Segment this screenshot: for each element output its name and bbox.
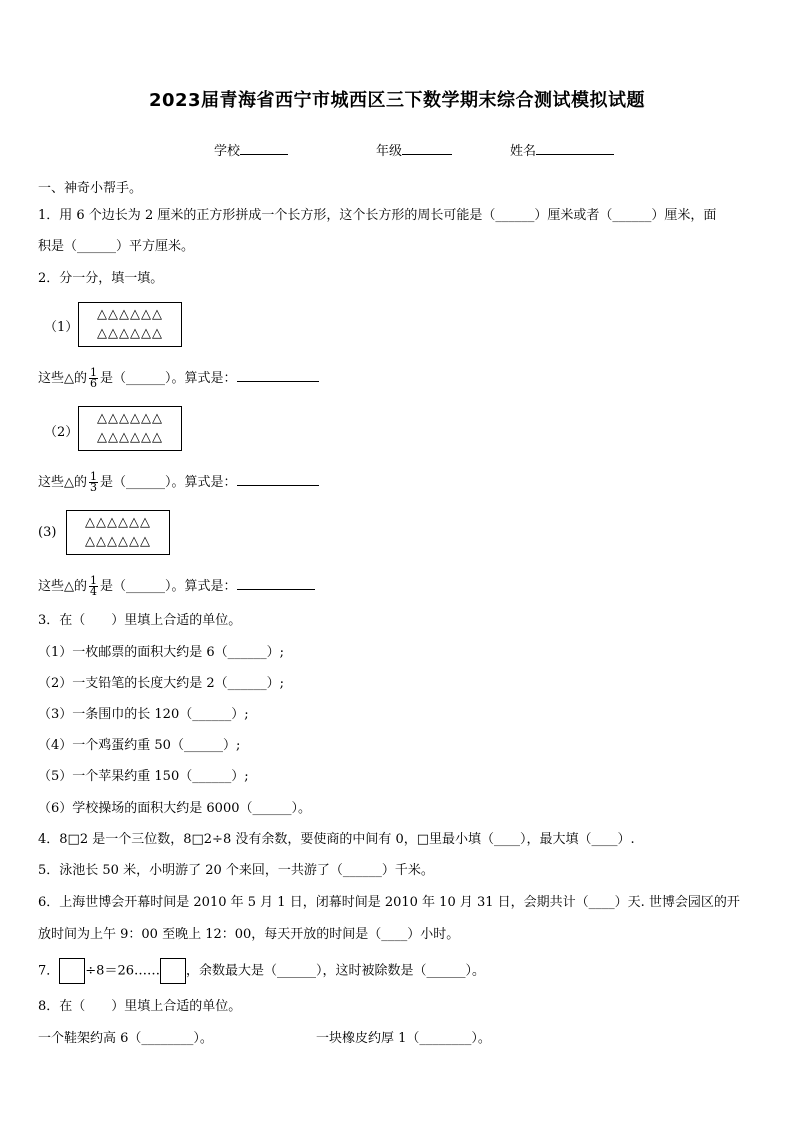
name-field [510, 140, 614, 159]
triangle-group-2 [78, 406, 182, 451]
triangle-row: △△△△△△ [85, 534, 151, 549]
question-3-item-2: （2）一支铅笔的长度大约是 2（______）; [38, 676, 285, 691]
school-label: 学校 [214, 144, 241, 159]
triangle-row: △△△△△△ [97, 411, 163, 426]
triangle-row: △△△△△△ [97, 307, 163, 322]
formula-blank-3[interactable] [237, 575, 315, 590]
question-3-item-1: （1）一枚邮票的面积大约是 6（______）; [38, 645, 285, 660]
grade-blank[interactable] [402, 141, 452, 155]
exam-title: 2023届青海省西宁市城西区三下数学期末综合测试模拟试题 [148, 90, 646, 111]
question-2-item-2-label: （2） [44, 425, 79, 440]
question-7: 7． ÷8＝26…… ，余数最大是（______），这时被除数是（______）。 [38, 958, 485, 985]
triangle-row: △△△△△△ [97, 326, 163, 341]
question-3-heading: 3．在（ ）里填上合适的单位。 [38, 613, 242, 628]
school-field [214, 140, 288, 159]
question-2-item-1-text: 这些△的 $\frac{1}{6}$ 是（______）。算式是： [38, 367, 319, 389]
fraction-one-third: $\frac{1}{3}$ [90, 470, 97, 494]
question-4: 4．8□2 是一个三位数，8□2÷8 没有余数，要使商的中间有 0，□里最小填（____），最大填（____）. [38, 832, 635, 847]
question-2-item-2-text: 这些△的 $\frac{1}{3}$ 是（______）。算式是： [38, 471, 319, 493]
question-8-item-right: 一块橡皮约厚 1（________）。 [316, 1031, 491, 1046]
section-heading: 一、神奇小帮手。 [38, 181, 143, 196]
question-8-item-left: 一个鞋架约高 6（________）。 [38, 1031, 213, 1046]
formula-blank-2[interactable] [237, 471, 319, 486]
triangle-row: △△△△△△ [85, 515, 151, 530]
question-5: 5．泳池长 50 米，小明游了 20 个来回，一共游了（______）千米。 [38, 863, 434, 878]
question-3-item-5: （5）一个苹果约重 150（______）; [38, 769, 249, 784]
question-2-item-3-text: 这些△的 $\frac{1}{4}$ 是（______）。算式是： [38, 575, 315, 597]
question-2-heading: 2．分一分，填一填。 [38, 271, 164, 286]
triangle-row: △△△△△△ [97, 430, 163, 445]
question-2-item-1-label: （1） [44, 320, 79, 335]
fraction-one-fourth: $\frac{1}{4}$ [90, 574, 97, 598]
formula-blank-1[interactable] [237, 367, 319, 382]
question-6-line-1: 6．上海世博会开幕时间是 2010 年 5 月 1 日，闭幕时间是 2010 年 10 月 31 日，会期共计（____）天. 世博会园区的开 [38, 895, 740, 910]
question-1-line-1: 1．用 6 个边长为 2 厘米的正方形拼成一个长方形，这个长方形的周长可能是（______）厘米或者（______）厘米，面 [38, 208, 717, 223]
question-3-item-4: （4）一个鸡蛋约重 50（______）; [38, 738, 241, 753]
question-6-line-2: 放时间为上午 9：00 至晚上 12：00，每天开放的时间是（____）小时。 [38, 927, 460, 942]
school-blank[interactable] [240, 141, 288, 155]
grade-field [376, 140, 452, 159]
fraction-one-sixth: $\frac{1}{6}$ [90, 366, 97, 390]
remainder-answer-box[interactable] [160, 958, 186, 984]
name-blank[interactable] [536, 141, 614, 155]
triangle-group-3 [66, 510, 170, 555]
question-8-heading: 8．在（ ）里填上合适的单位。 [38, 999, 242, 1014]
grade-label: 年级 [376, 144, 403, 159]
question-3-item-6: （6）学校操场的面积大约是 6000（______）。 [38, 801, 311, 816]
question-2-item-3-label: (3) [38, 525, 57, 540]
triangle-group-1 [78, 302, 182, 347]
dividend-answer-box[interactable] [59, 958, 85, 984]
name-label: 姓名 [510, 144, 537, 159]
question-1-line-2: 积是（______）平方厘米。 [38, 239, 195, 254]
question-3-item-3: （3）一条围巾的长 120（______）; [38, 707, 249, 722]
